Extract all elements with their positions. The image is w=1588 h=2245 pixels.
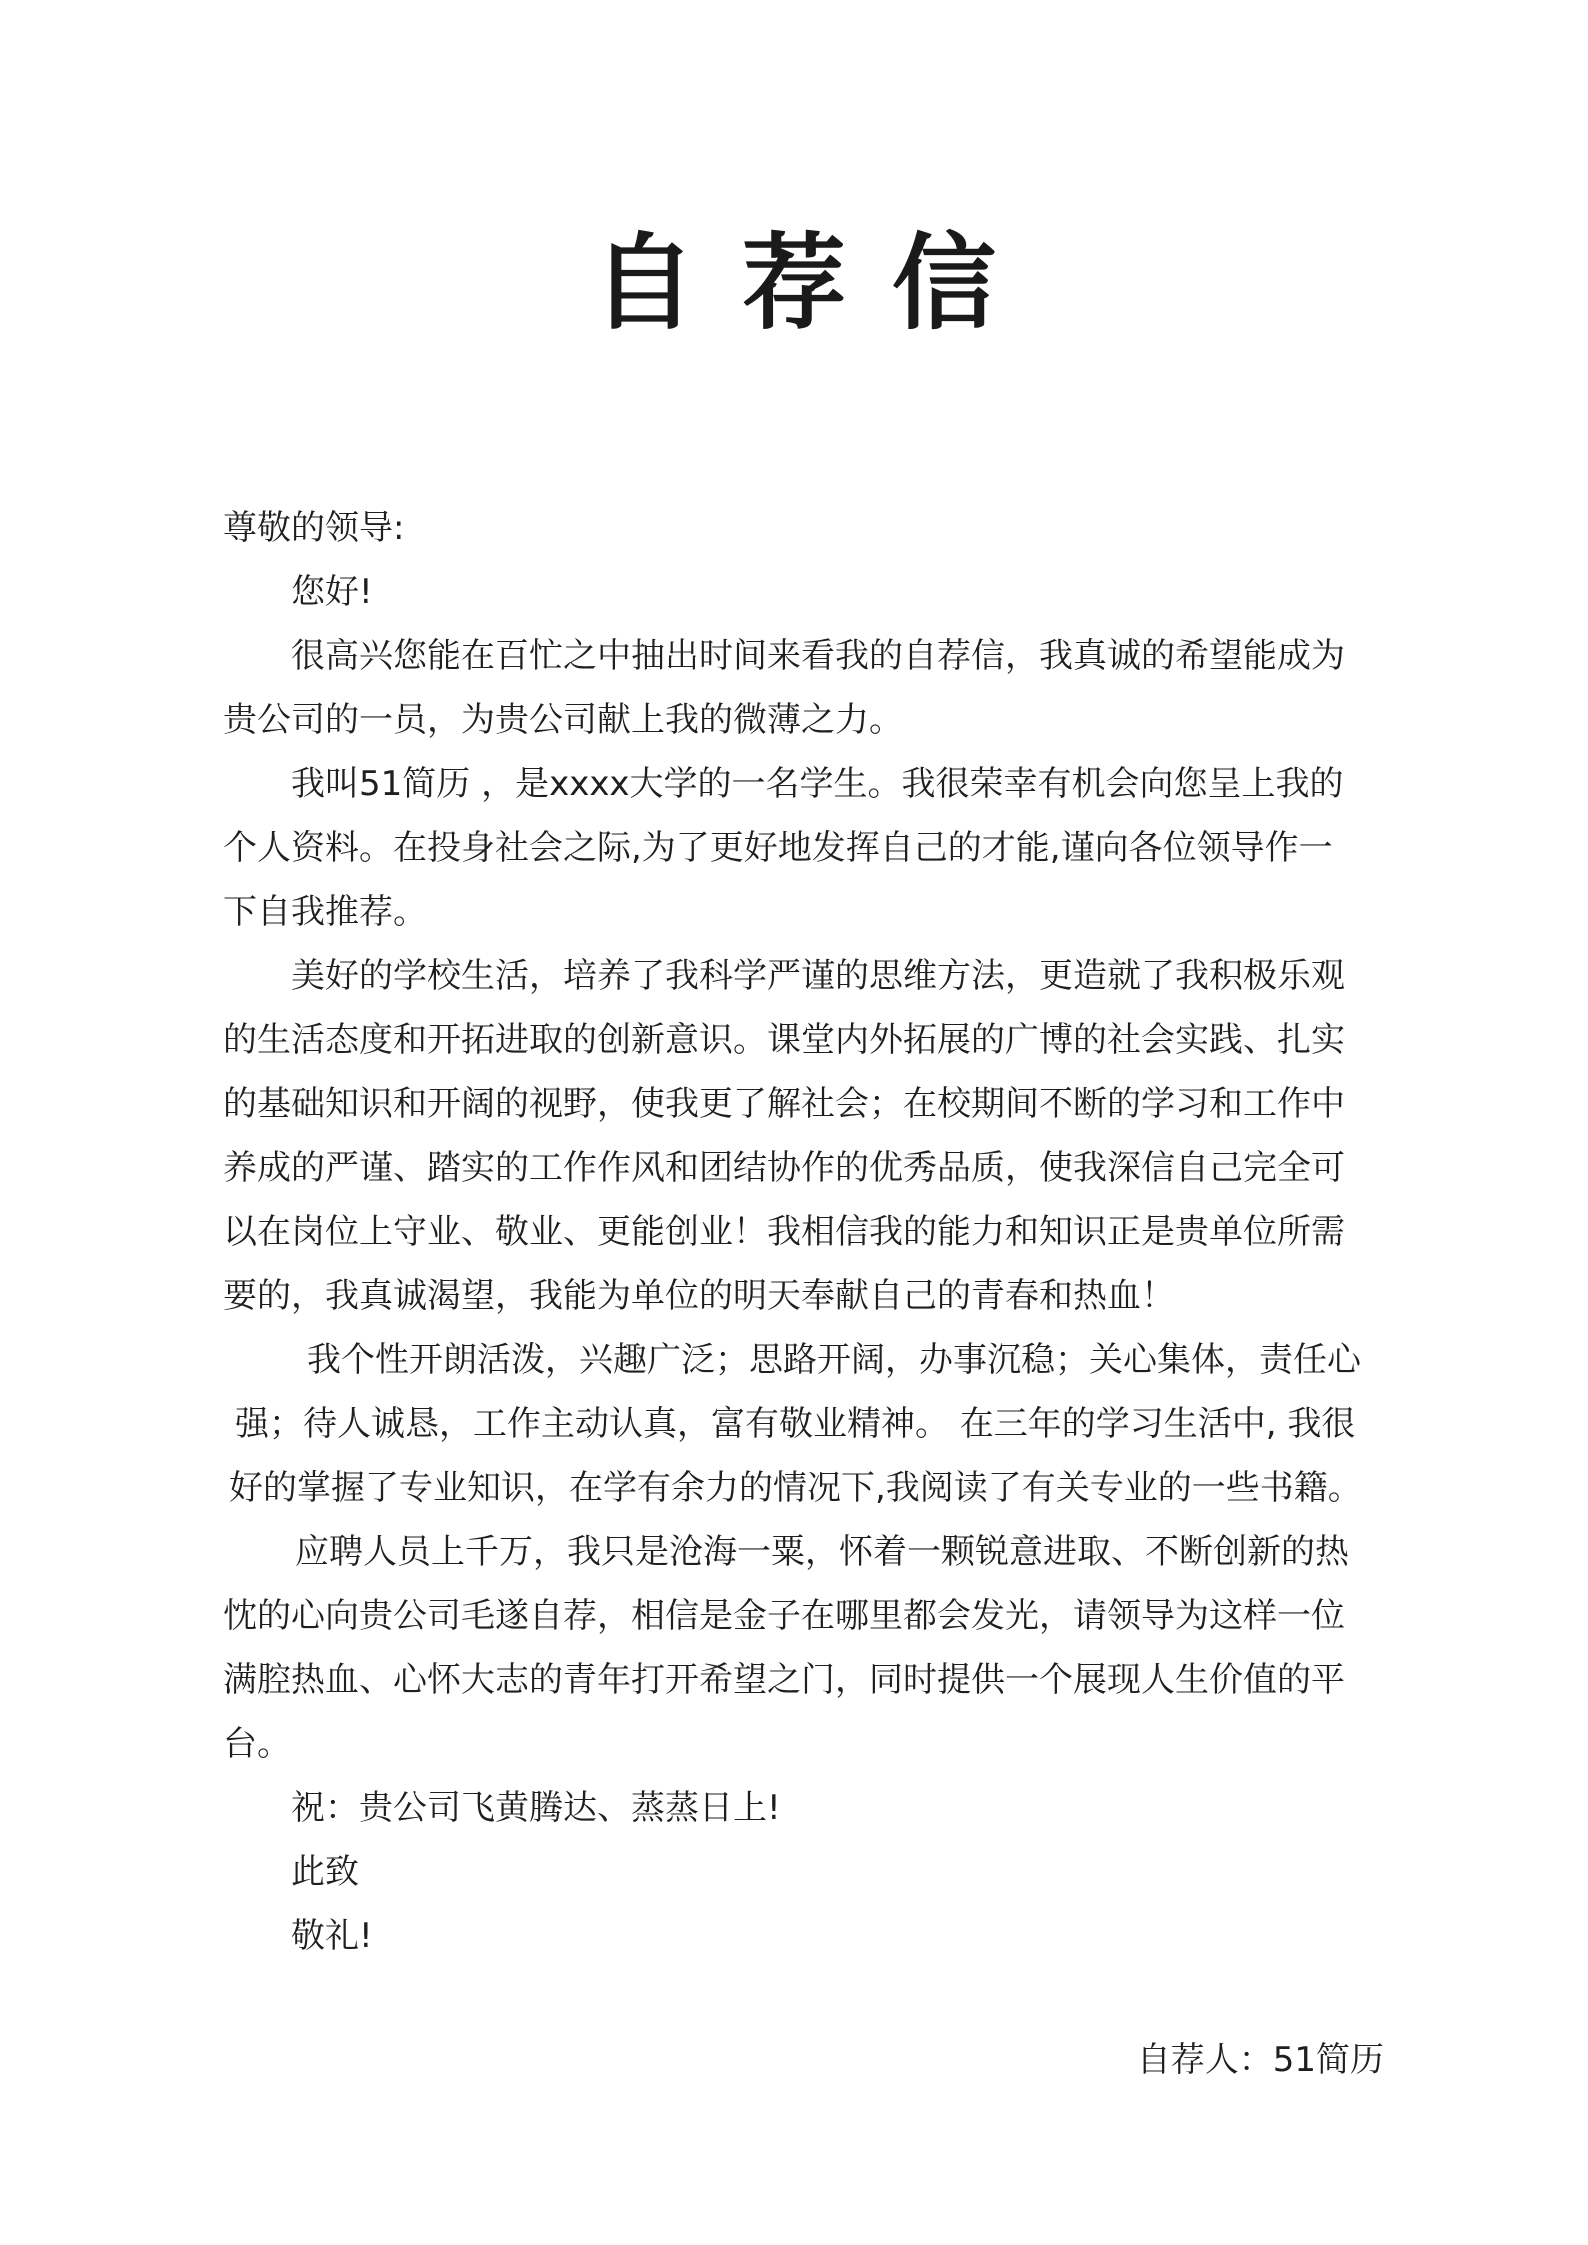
text-line: 强；待人诚恳，工作主动认真，富有敬业精神。 在三年的学习生活中, 我很 [235, 1404, 1356, 1444]
paragraph-5 [223, 1520, 1385, 1776]
paragraph-4 [223, 1328, 1385, 1520]
salutation: 尊敬的领导: [223, 508, 405, 548]
page-title: 自荐信 [591, 222, 1042, 344]
text-line: 很高兴您能在百忙之中抽出时间来看我的自荐信，我真诚的希望能成为 [291, 636, 1345, 676]
paragraph-2 [223, 752, 1385, 944]
text-line: 应聘人员上千万，我只是沧海一粟，怀着一颗锐意进取、不断创新的热 [295, 1532, 1349, 1572]
text-line: 贵公司的一员，为贵公司献上我的微薄之力。 [223, 700, 903, 740]
closing-jing-li: 敬礼! [291, 1916, 373, 1956]
letter-body [223, 496, 1385, 1968]
text-line: 忱的心向贵公司毛遂自荐，相信是金子在哪里都会发光，请领导为这样一位 [223, 1596, 1345, 1636]
closing-ci-zhi: 此致 [291, 1852, 359, 1892]
text-line: 下自我推荐。 [223, 892, 427, 932]
signature: 自荐人：51简历 [1136, 2040, 1384, 2080]
paragraph-3 [223, 944, 1385, 1328]
paragraph-1 [223, 624, 1385, 752]
text-line: 个人资料。在投身社会之际,为了更好地发挥自己的才能,谨向各位领导作一 [223, 828, 1333, 868]
text-line: 好的掌握了专业知识，在学有余力的情况下,我阅读了有关专业的一些书籍。 [229, 1468, 1362, 1508]
text-line: 的基础知识和开阔的视野，使我更了解社会；在校期间不断的学习和工作中 [223, 1084, 1345, 1124]
closing-wish: 祝：贵公司飞黄腾达、蒸蒸日上! [291, 1788, 781, 1828]
text-line: 美好的学校生活，培养了我科学严谨的思维方法，更造就了我积极乐观 [291, 956, 1345, 996]
text-line: 要的，我真诚渴望，我能为单位的明天奉献自己的青春和热血！ [223, 1276, 1175, 1316]
text-line: 以在岗位上守业、敬业、更能创业！我相信我的能力和知识正是贵单位所需 [223, 1212, 1345, 1252]
text-line: 台。 [223, 1724, 291, 1764]
text-line: 我个性开朗活泼，兴趣广泛；思路开阔，办事沉稳；关心集体，责任心 [307, 1340, 1361, 1380]
greeting: 您好! [291, 572, 373, 612]
text-line: 养成的严谨、踏实的工作作风和团结协作的优秀品质，使我深信自己完全可 [223, 1148, 1345, 1188]
text-line: 我叫51简历 ，是xxxx大学的一名学生。我很荣幸有机会向您呈上我的 [291, 764, 1344, 804]
text-line: 的生活态度和开拓进取的创新意识。课堂内外拓展的广博的社会实践、扎实 [223, 1020, 1345, 1060]
text-line: 满腔热血、心怀大志的青年打开希望之门，同时提供一个展现人生价值的平 [223, 1660, 1345, 1700]
